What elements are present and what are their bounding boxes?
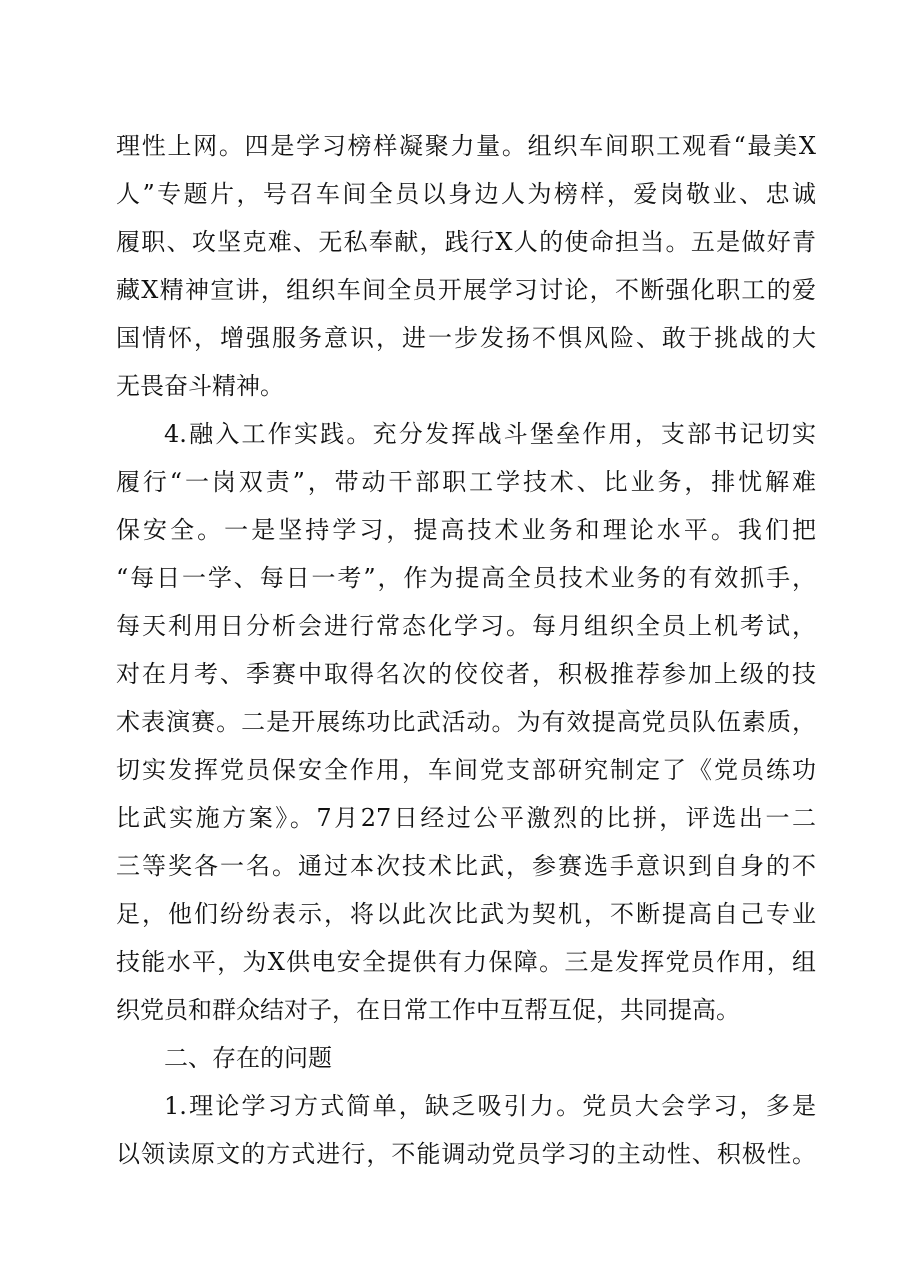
text-line: 履行“一岗双责”，带动干部职工学技术、比业务，排忧解难 bbox=[116, 468, 816, 496]
text-line: 无畏奋斗精神。 bbox=[116, 372, 284, 400]
paragraph-start-line: 4.融入工作实践。充分发挥战斗堡垒作用，支部书记切实 bbox=[164, 420, 816, 448]
text-line: 藏X精神宣讲，组织车间全员开展学习讨论，不断强化职工的爱 bbox=[116, 276, 816, 304]
text-line: 织党员和群众结对子，在日常工作中互帮互促，共同提高。 bbox=[116, 996, 740, 1024]
text-line: 切实发挥党员保安全作用，车间党支部研究制定了《党员练功 bbox=[116, 756, 816, 784]
text-line: 术表演赛。二是开展练功比武活动。为有效提高党员队伍素质， bbox=[116, 708, 816, 736]
paragraph-start-line: 1.理论学习方式简单，缺乏吸引力。党员大会学习，多是 bbox=[164, 1092, 816, 1120]
text-line: 足，他们纷纷表示，将以此次比武为契机，不断提高自己专业 bbox=[116, 900, 816, 928]
text-line: 履职、攻坚克难、无私奉献，践行X人的使命担当。五是做好青 bbox=[116, 228, 816, 256]
text-line: 每天利用日分析会进行常态化学习。每月组织全员上机考试， bbox=[116, 612, 816, 640]
text-line: 国情怀，增强服务意识，进一步发扬不惧风险、敢于挑战的大 bbox=[116, 324, 816, 352]
text-line: 保安全。一是坚持学习，提高技术业务和理论水平。我们把 bbox=[116, 516, 816, 544]
text-line: 对在月考、季赛中取得名次的佼佼者，积极推荐参加上级的技 bbox=[116, 660, 816, 688]
text-line: 人”专题片，号召车间全员以身边人为榜样，爱岗敬业、忠诚 bbox=[116, 180, 816, 208]
text-line: 技能水平，为X供电安全提供有力保障。三是发挥党员作用，组 bbox=[116, 948, 816, 976]
section-heading: 二、存在的问题 bbox=[164, 1044, 332, 1072]
text-line: “每日一学、每日一考”，作为提高全员技术业务的有效抓手， bbox=[116, 564, 816, 592]
text-line: 理性上网。四是学习榜样凝聚力量。组织车间职工观看“最美X bbox=[116, 132, 816, 160]
text-line: 以领读原文的方式进行，不能调动党员学习的主动性、积极性。 bbox=[116, 1140, 816, 1168]
text-line: 比武实施方案》。7月27日经过公平激烈的比拼，评选出一二 bbox=[116, 804, 816, 832]
text-line: 三等奖各一名。通过本次技术比武，参赛选手意识到自身的不 bbox=[116, 852, 816, 880]
